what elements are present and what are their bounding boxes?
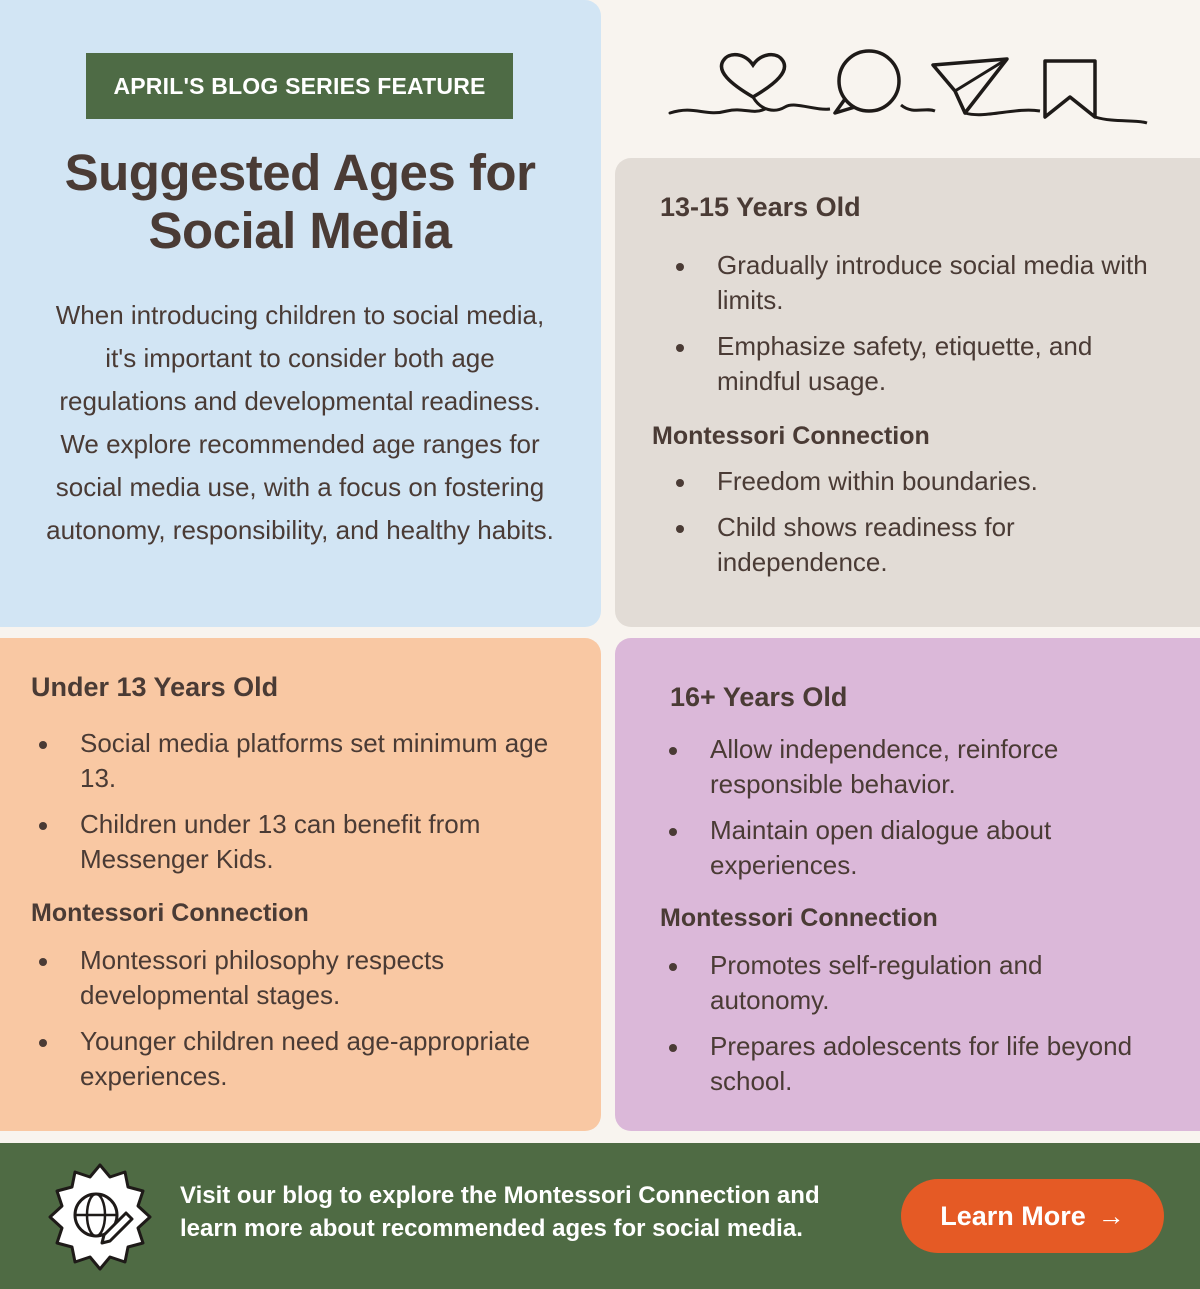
footer-line-2: learn more about recommended ages for social media.: [180, 1215, 803, 1242]
list-item: Children under 13 can benefit from Messenger Kids.: [30, 807, 550, 877]
paper-plane-icon: [933, 59, 1040, 115]
older-connection-heading: Montessori Connection: [660, 904, 938, 932]
arrow-right-icon: →: [1097, 1200, 1125, 1231]
older-panel: [615, 638, 1200, 1131]
teen-connection-points: [667, 464, 1167, 591]
intro-paragraph: When introducing children to social media, it's important to consider both age regulations and developmental readiness. We explore recommended age ranges for social media use, with a focus on fostering autonomy, responsibility, and healthy habits.: [46, 300, 554, 545]
teen-connection-heading: Montessori Connection: [652, 422, 930, 450]
page-title: [20, 144, 580, 260]
older-points: [660, 732, 1160, 894]
learn-more-button[interactable]: [901, 1179, 1164, 1253]
bookmark-icon: [1045, 61, 1147, 123]
list-item: Freedom within boundaries.: [667, 464, 1167, 499]
under-heading: Under 13 Years Old: [31, 672, 279, 702]
heart-icon: [721, 55, 830, 111]
older-connection-points: [660, 948, 1160, 1110]
learn-more-label: Learn More: [940, 1200, 1086, 1231]
list-item: Younger children need age-appropriate experiences.: [30, 1024, 550, 1094]
list-item: Gradually introduce social media with limits.: [667, 248, 1167, 318]
list-item: Maintain open dialogue about experiences.: [660, 813, 1160, 883]
older-heading: 16+ Years Old: [670, 682, 848, 712]
under-connection-heading: Montessori Connection: [31, 899, 309, 927]
social-icons-doodle: [665, 45, 1155, 135]
globe-pencil-badge-icon: [46, 1163, 154, 1271]
teen-points: [667, 248, 1167, 410]
intro-panel: [0, 0, 601, 627]
chat-bubble-icon: [835, 51, 935, 113]
list-item: Allow independence, reinforce responsible behavior.: [660, 732, 1160, 802]
list-item: Child shows readiness for independence.: [667, 510, 1167, 580]
under-points: [30, 726, 550, 888]
list-item: Prepares adolescents for life beyond school.: [660, 1029, 1160, 1099]
teen-panel: [615, 158, 1200, 627]
list-item: Promotes self-regulation and autonomy.: [660, 948, 1160, 1018]
title-line-2: Social Media: [148, 202, 452, 259]
footer-banner: [0, 1143, 1200, 1289]
squiggle-line: [670, 109, 765, 113]
under-connection-points: [30, 943, 550, 1105]
list-item: Montessori philosophy respects developmental stages.: [30, 943, 550, 1013]
list-item: Emphasize safety, etiquette, and mindful usage.: [667, 329, 1167, 399]
footer-line-1: Visit our blog to explore the Montessori Connection and: [180, 1182, 820, 1209]
under-13-panel: [0, 638, 601, 1131]
list-item: Social media platforms set minimum age 13.: [30, 726, 550, 796]
title-line-1: Suggested Ages for: [64, 144, 536, 201]
footer-message: [180, 1179, 870, 1245]
teen-heading: 13-15 Years Old: [660, 192, 861, 222]
series-badge: APRIL'S BLOG SERIES FEATURE: [86, 53, 513, 119]
